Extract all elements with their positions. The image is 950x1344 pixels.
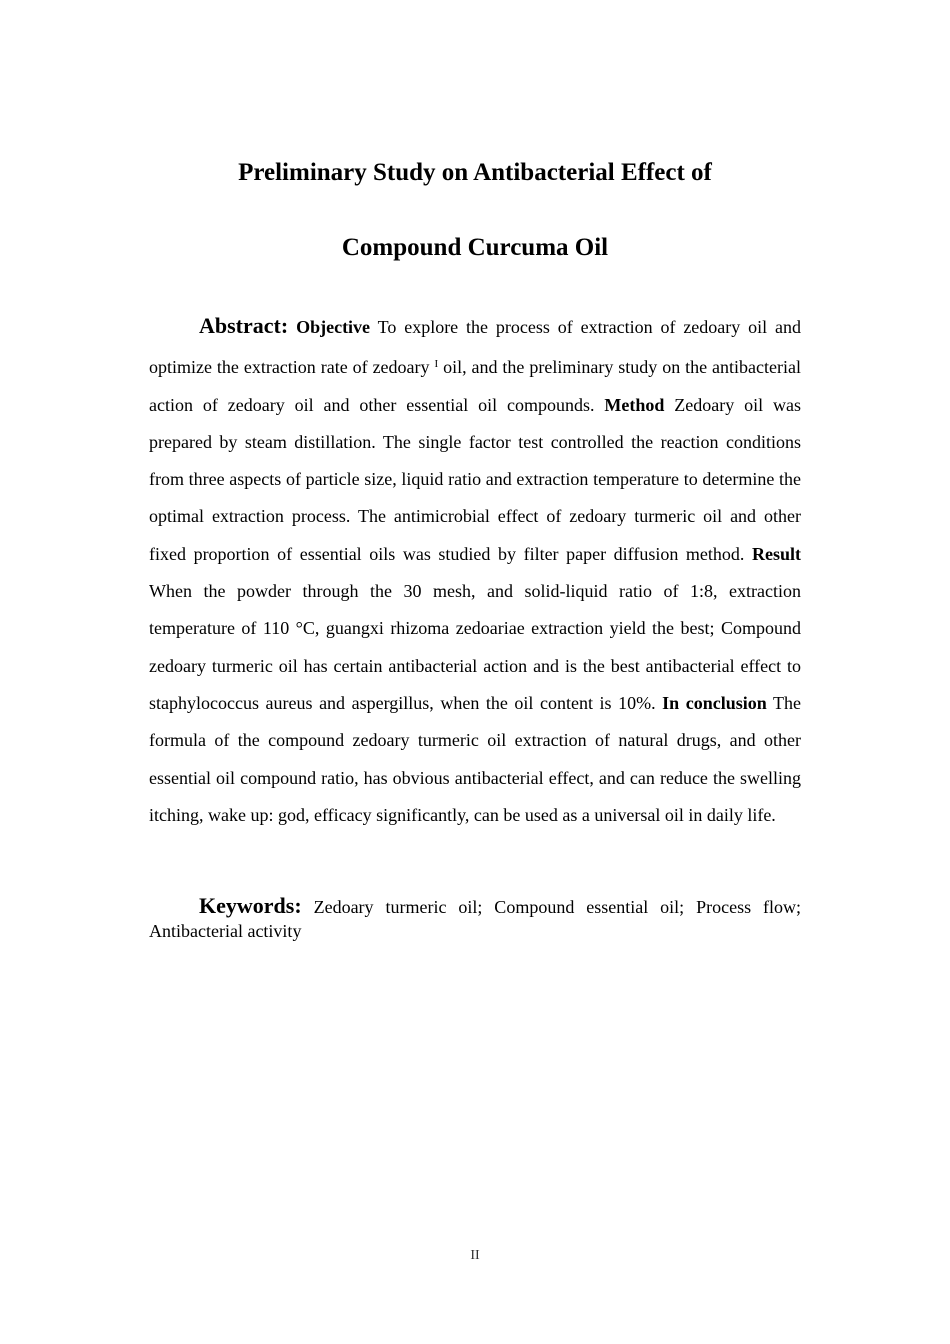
conclusion-label: In conclusion bbox=[662, 692, 767, 713]
keywords-text: Zedoary turmeric oil; Compound essential oil; Process flow; Antibacterial activity bbox=[149, 897, 801, 941]
conclusion-text: The formula of the compound zedoary turmeric oil extraction of natural drugs, and other essential oil compound ratio, has obvious antibacterial effect, and can reduce the swelling itching, wake up: god, efficacy significantly, can be used as a universal oil in daily life. bbox=[149, 692, 801, 825]
page-number: II bbox=[470, 1248, 480, 1263]
keywords-label: Keywords: bbox=[199, 893, 302, 918]
paper-title-line-2: Compound Curcuma Oil bbox=[341, 234, 609, 261]
objective-text-b: oil, and the preliminary study on the antibacterial action of zedoary oil and other essential oil compounds. bbox=[149, 357, 801, 415]
objective-text-a: To explore the process of extraction of zedoary oil and optimize the extraction rate of zedoary bbox=[149, 317, 802, 378]
method-text: Zedoary oil was prepared by steam distillation. The single factor test controlled the reaction conditions from three aspects of particle size, liquid ratio and extraction temperature to determine the optimal extraction process. The antimicrobial effect of zedoary turmeric oil and other fixed proportion of essential oils was studied by filter paper diffusion method. bbox=[149, 394, 801, 564]
result-label: Result bbox=[752, 543, 801, 564]
keywords-paragraph bbox=[149, 894, 801, 943]
superscript-marker: I bbox=[434, 358, 439, 371]
result-text: When the powder through the 30 mesh, and solid-liquid ratio of 1:8, extraction temperature of 110 °C, guangxi rhizoma zedoariae extraction yield the best; Compound zedoary turmeric oil has certain antibacterial action and is the best antibacterial effect to staphylococcus aureus and aspergillus, when the oil content is 10%. bbox=[149, 581, 801, 713]
abstract-paragraph bbox=[149, 307, 801, 834]
objective-label: Objective bbox=[296, 317, 371, 337]
method-label: Method bbox=[604, 394, 665, 415]
paper-title-line-1: Preliminary Study on Antibacterial Effect of bbox=[238, 159, 712, 186]
abstract-label: Abstract: bbox=[199, 313, 289, 338]
